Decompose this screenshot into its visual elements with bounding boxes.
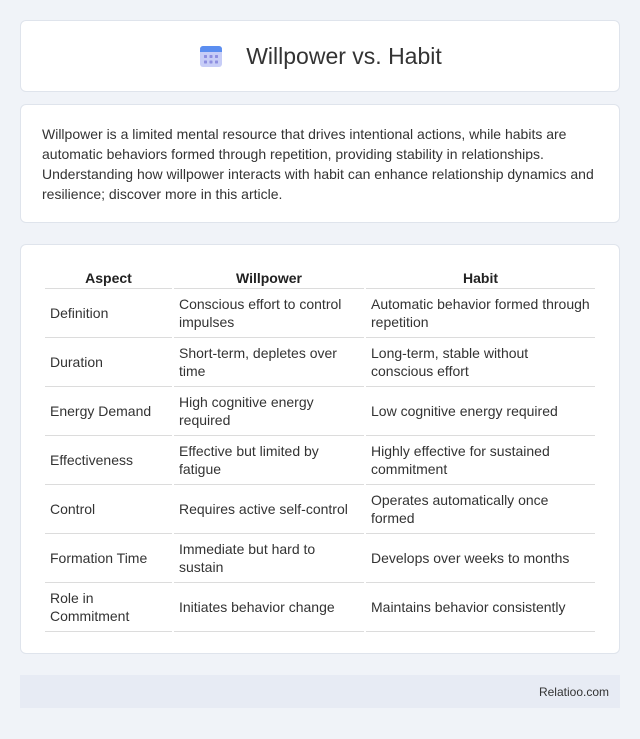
willpower-cell: Requires active self-control	[174, 485, 364, 534]
aspect-cell: Formation Time	[45, 534, 172, 583]
footer	[20, 675, 620, 708]
willpower-cell: Effective but limited by fatigue	[174, 436, 364, 485]
calendar-icon	[198, 43, 224, 69]
comparison-table	[43, 265, 597, 632]
table-row	[45, 387, 595, 436]
table-header-row	[45, 265, 595, 289]
habit-cell: Maintains behavior consistently	[366, 583, 595, 632]
table-row	[45, 338, 595, 387]
column-header-habit: Habit	[366, 265, 595, 289]
willpower-cell: Short-term, depletes over time	[174, 338, 364, 387]
willpower-cell: Conscious effort to control impulses	[174, 289, 364, 338]
aspect-cell: Energy Demand	[45, 387, 172, 436]
table-row	[45, 436, 595, 485]
habit-cell: Operates automatically once formed	[366, 485, 595, 534]
habit-cell: Long-term, stable without conscious effort	[366, 338, 595, 387]
table-row	[45, 583, 595, 632]
footer-brand: Relatioo.com	[538, 684, 609, 699]
willpower-cell: High cognitive energy required	[174, 387, 364, 436]
habit-cell: Highly effective for sustained commitment	[366, 436, 595, 485]
willpower-cell: Immediate but hard to sustain	[174, 534, 364, 583]
table-row	[45, 534, 595, 583]
page-title: Willpower vs. Habit	[246, 42, 442, 69]
habit-cell: Automatic behavior formed through repetition	[366, 289, 595, 338]
aspect-cell: Definition	[45, 289, 172, 338]
habit-cell: Develops over weeks to months	[366, 534, 595, 583]
column-header-willpower: Willpower	[174, 265, 364, 289]
intro-card	[20, 104, 620, 223]
intro-text: Willpower is a limited mental resource that drives intentional actions, while habits are automatic behaviors formed through repetition, providing stability in relationships. Understanding how willpower interacts with habit can enhance relationship dynamics and resilience; discover more in this article.	[42, 126, 594, 202]
aspect-cell: Effectiveness	[45, 436, 172, 485]
aspect-cell: Control	[45, 485, 172, 534]
habit-cell: Low cognitive energy required	[366, 387, 595, 436]
table-row	[45, 485, 595, 534]
title-card	[20, 20, 620, 92]
table-row	[45, 289, 595, 338]
willpower-cell: Initiates behavior change	[174, 583, 364, 632]
column-header-aspect: Aspect	[45, 265, 172, 289]
aspect-cell: Role in Commitment	[45, 583, 172, 632]
aspect-cell: Duration	[45, 338, 172, 387]
table-card	[20, 244, 620, 654]
